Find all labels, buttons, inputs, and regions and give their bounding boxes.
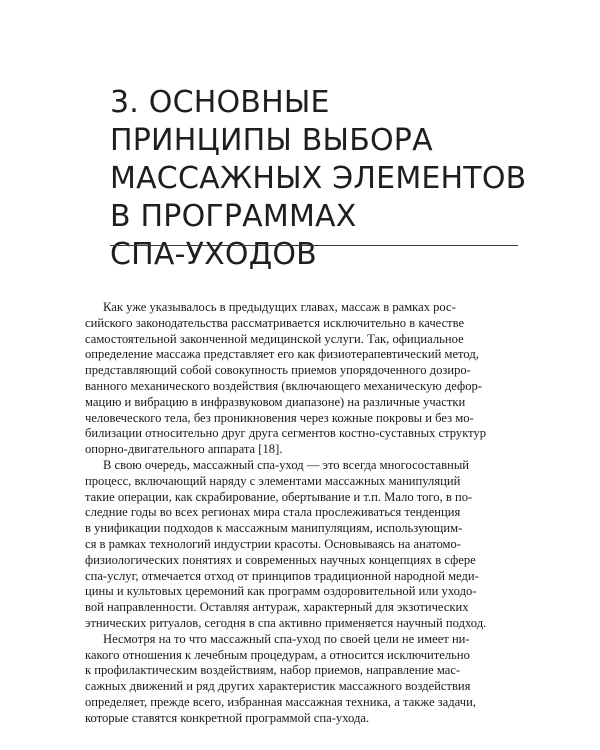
text-line: ванного механического воздействия (включающего механическую дефор- <box>85 378 482 393</box>
text-line: опорно-двигательного аппарата [18]. <box>85 442 283 457</box>
text-line: какого отношения к лечебным процедурам, а относится исключительно <box>85 647 470 662</box>
text-line: цины и культовых церемоний как программ оздоровительной или уходо- <box>85 584 477 599</box>
paragraph-1 <box>85 300 517 458</box>
text-line: сийского законодательства рассматривается исключительно в качестве <box>85 315 465 330</box>
heading-line: 3. ОСНОВНЫЕ <box>110 85 330 120</box>
text-line: ся в рамках технологий индустрии красоты. Основываясь на анатомо- <box>85 536 461 551</box>
text-line: вой направленности. Оставляя антураж, характерный для экзотических <box>85 600 469 615</box>
text-line: определяет, прежде всего, избранная массажная техника, а также задачи, <box>85 694 476 709</box>
text-line: следние годы во всех регионах мира стала прослеживаться тенденция <box>85 505 461 520</box>
paragraph-2 <box>85 458 517 632</box>
text-line: билизации относительно друг друга сегментов костно-суставных структур <box>85 426 487 441</box>
heading-line: ПРИНЦИПЫ ВЫБОРА <box>110 123 433 158</box>
heading-line: СПА-УХОДОВ <box>110 237 317 272</box>
text-line: такие операции, как скрабирование, обертывание и т.п. Мало того, в по- <box>85 489 473 504</box>
heading-rule <box>110 245 518 246</box>
heading-line: МАССАЖНЫХ ЭЛЕМЕНТОВ <box>110 161 527 196</box>
text-line: В свою очередь, массажный спа-уход — это всегда многосоставный <box>103 457 470 472</box>
text-line: представляющий собой совокупность приемов упорядоченного дозиро- <box>85 363 471 378</box>
text-line: самостоятельной законченной медицинской услуги. Так, официальное <box>85 331 464 346</box>
text-line: к профилактическим воздействиям, набор приемов, направление мас- <box>85 663 461 678</box>
body-text <box>85 300 517 727</box>
text-line: мацию и вибрацию в инфразвуковом диапазоне) на различные участки <box>85 394 466 409</box>
text-line: определение массажа представляет его как физиотерапевтический метод, <box>85 347 479 362</box>
text-line: которые ставятся конкретной программой спа-ухода. <box>85 710 370 725</box>
heading-line: В ПРОГРАММАХ <box>110 199 357 234</box>
paragraph-3 <box>85 632 517 727</box>
text-line: Несмотря на то что массажный спа-уход по своей цели не имеет ни- <box>103 631 470 646</box>
text-line: спа-услуг, отмечается отход от принципов традиционной народной меди- <box>85 568 479 583</box>
text-line: процесс, включающий наряду с элементами массажных манипуляций <box>85 473 461 488</box>
text-line: сажных движений и ряд других характеристик массажного воздействия <box>85 679 471 694</box>
text-line: этнических ритуалов, сегодня в спа активно применяется научный подход. <box>85 615 487 630</box>
text-line: в унификации подходов к массажным манипуляциям, использующим- <box>85 521 463 536</box>
text-line: физиологических понятиях и современных научных концепциях в сфере <box>85 552 476 567</box>
text-line: Как уже указывалось в предыдущих главах, массаж в рамках рос- <box>103 300 456 314</box>
text-line: человеческого тела, без проникновения через кожные покровы и без мо- <box>85 410 474 425</box>
